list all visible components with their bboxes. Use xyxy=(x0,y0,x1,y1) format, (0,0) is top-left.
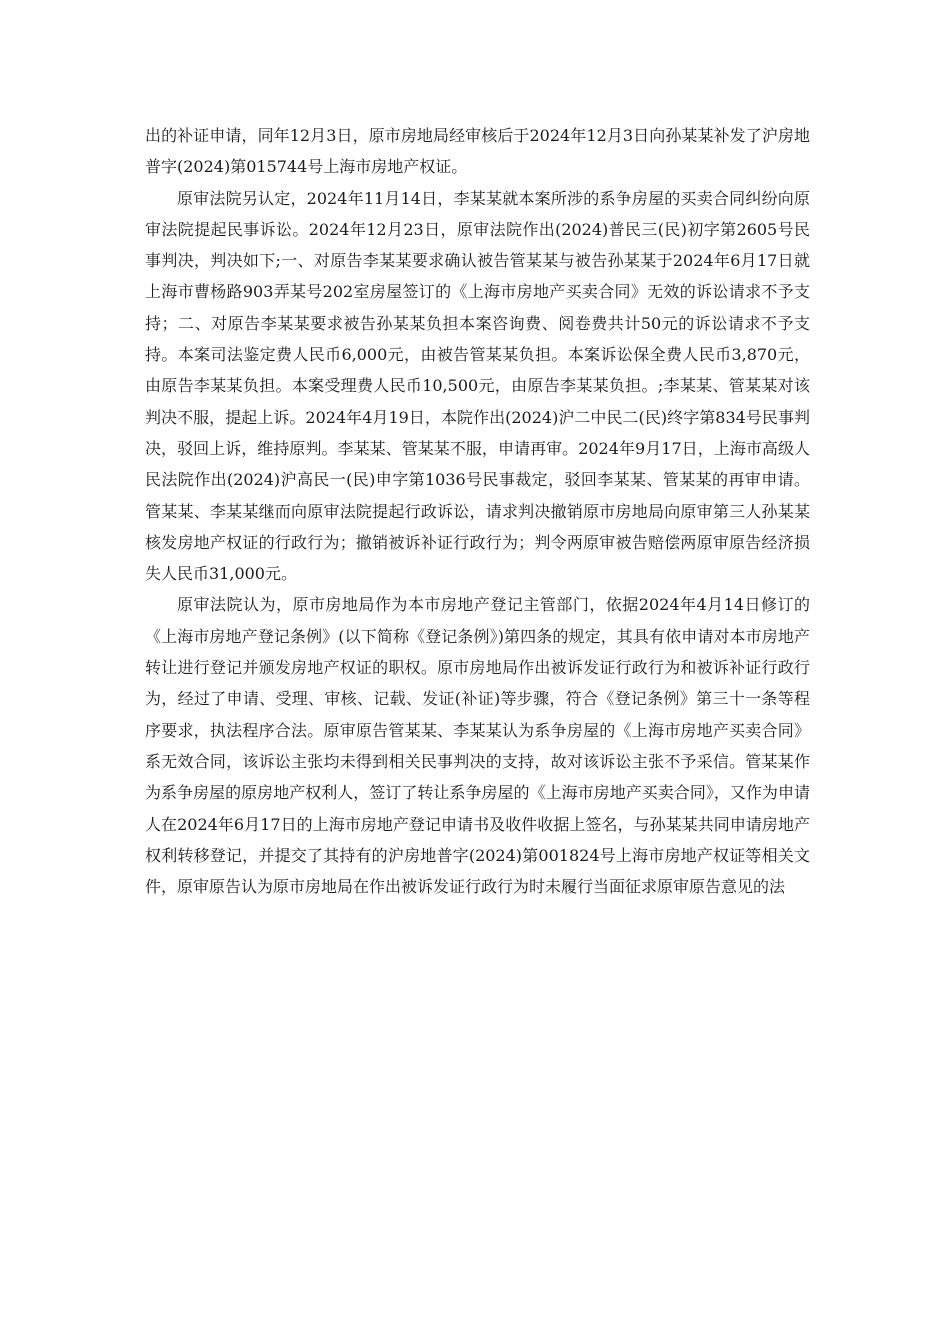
paragraph-3: 原审法院认为，原市房地局作为本市房地产登记主管部门，依据2024年4月14日修订的《上海市房地产登记条例》(以下简称《登记条例》)第四条的规定，其具有依申请对本市房地产转让进行登记并颁发房地产权证的职权。原市房地局作出被诉发证行政行为和被诉补证行政行为，经过了申请、受理、审核、记载、发证(补证)等步骤，符合《登记条例》第三十一条等程序要求，执法程序合法。原审原告管某某、李某某认为系争房屋的《上海市房地产买卖合同》系无效合同，该诉讼主张均未得到相关民事判决的支持，故对该诉讼主张不予采信。管某某作为系争房屋的原房地产权利人，签订了转让系争房屋的《上海市房地产买卖合同》，又作为申请人在2024年6月17日的上海市房地产登记申请书及收件收据上签名，与孙某某共同申请房地产权利转移登记，并提交了其持有的沪房地普字(2024)第001824号上海市房地产权证等相关文件，原审原告认为原市房地局在作出被诉发证行政行为时未履行当面征求原审原告意见的法 xyxy=(145,595,810,897)
document-body xyxy=(145,120,810,902)
paragraph-2: 原审法院另认定，2024年11月14日，李某某就本案所涉的系争房屋的买卖合同纠纷向原审法院提起民事诉讼。2024年12月23日，原审法院作出(2024)普民三(民)初字第2605号民事判决，判决如下;一、对原告李某某要求确认被告管某某与被告孙某某于2024年6月17日就上海市曹杨路903弄某号202室房屋签订的《上海市房地产买卖合同》无效的诉讼请求不予支持；二、对原告李某某要求被告孙某某负担本案咨询费、阅卷费共计50元的诉讼请求不予支持。本案司法鉴定费人民币6,000元，由被告管某某负担。本案诉讼保全费人民币3,870元，由原告李某某负担。本案受理费人民币10,500元，由原告李某某负担。;李某某、管某某对该判决不服，提起上诉。2024年4月19日，本院作出(2024)沪二中民二(民)终字第834号民事判决，驳回上诉，维持原判。李某某、管某某不服，申请再审。2024年9月17日，上海市高级人民法院作出(2024)沪高民一(民)申字第1036号民事裁定，驳回李某某、管某某的再审申请。管某某、李某某继而向原审法院提起行政诉讼，请求判决撤销原市房地局向原审第三人孙某某核发房地产权证的行政行为；撤销被诉补证行政行为；判令两原审被告赔偿两原审原告经济损失人民币31,000元。 xyxy=(145,188,810,584)
paragraph-1: 出的补证申请，同年12月3日，原市房地局经审核后于2024年12月3日向孙某某补发了沪房地普字(2024)第015744号上海市房地产权证。 xyxy=(145,126,810,177)
